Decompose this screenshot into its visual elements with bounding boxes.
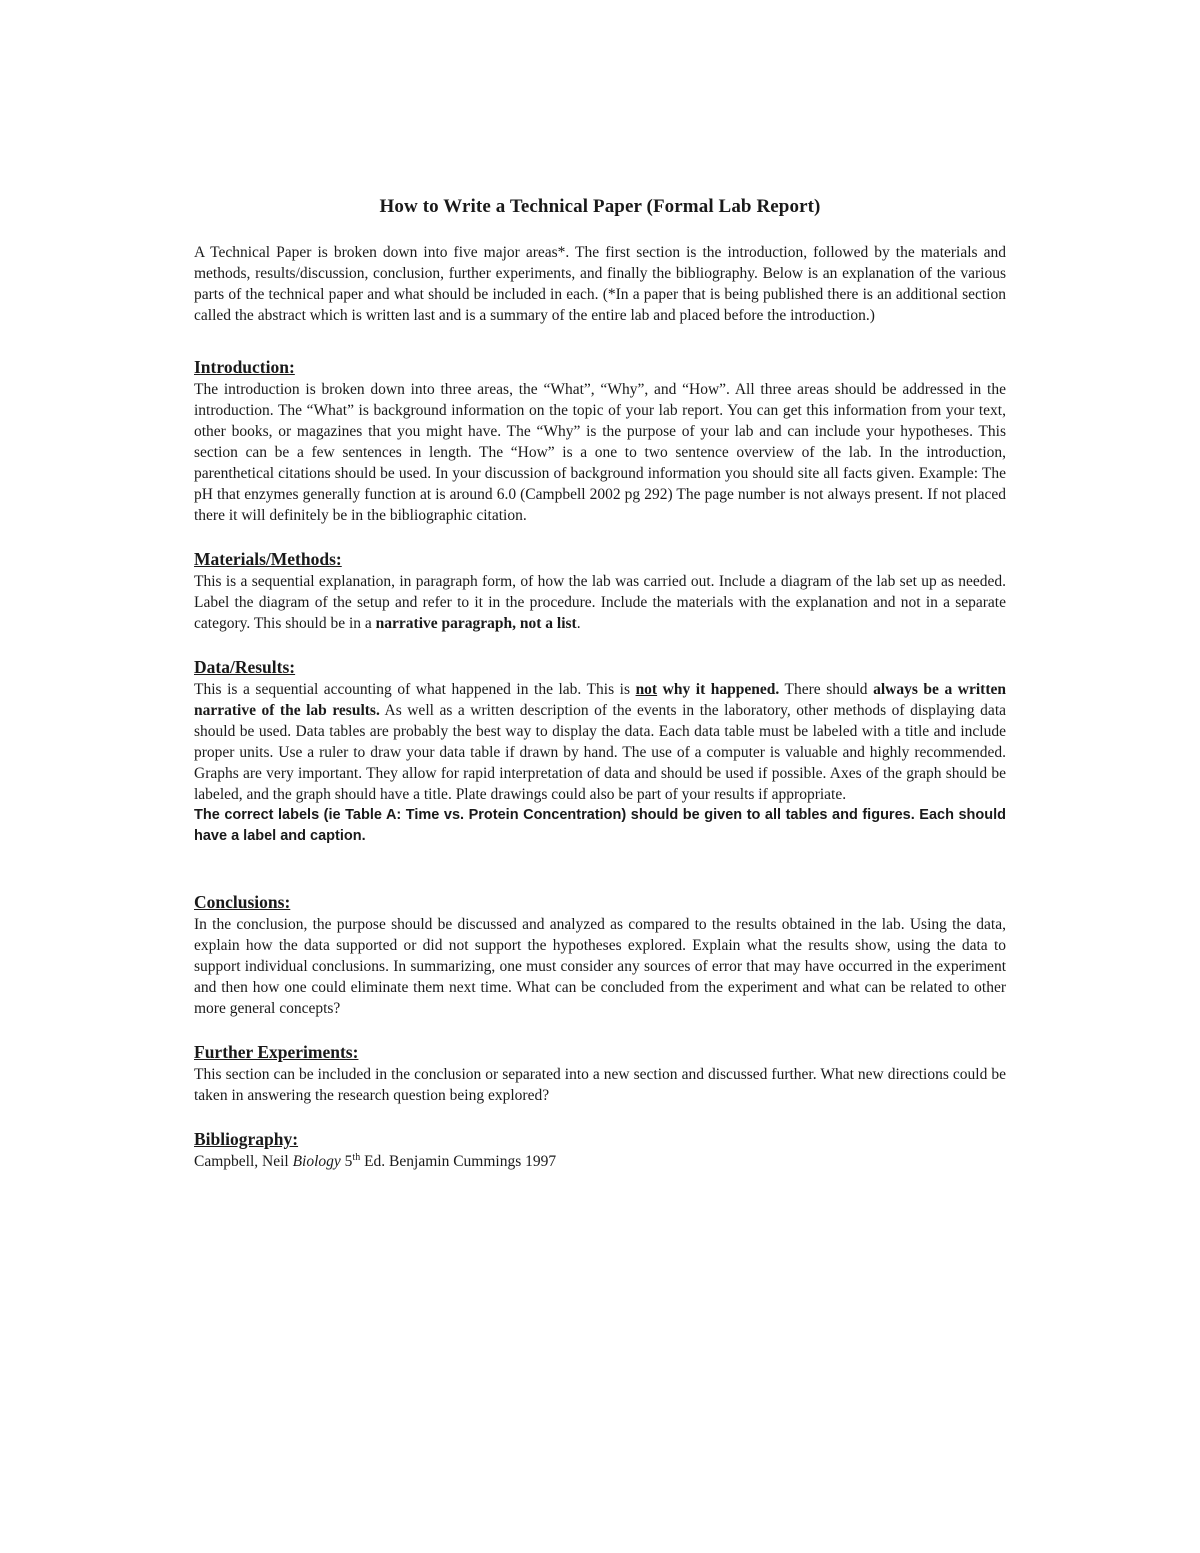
bibliography-publisher: Ed. Benjamin Cummings 1997 xyxy=(360,1153,557,1170)
intro-paragraph: A Technical Paper is broken down into five major areas*. The first section is the introduction, followed by the materials and methods, results/discussion, conclusion, further experiments, and finally the bibliography. Below is an explanation of the various parts of the technical paper and what should be included in each. (*In a paper that is being published there is an additional section called the abstract which is written last and is a summary of the entire lab and placed before the introduction.) xyxy=(194,244,1006,324)
bibliography-edition-number: 5 xyxy=(340,1153,353,1170)
document-body xyxy=(194,196,1006,1194)
results-why-bold: why it happened. xyxy=(657,681,780,698)
section-materials-methods xyxy=(194,548,1006,634)
section-further-experiments xyxy=(194,1041,1006,1106)
results-text-3: As well as a written description of the events in the laboratory, other methods of displaying data should be used. Data tables are probably the best way to display the data. Each data table must be labeled with a title and include proper units. Use a ruler to draw your data table if drawn by hand. The use of a computer is valuable and highly recommended. Graphs are very important. They allow for rapid interpretation of data and should be used if possible. Axes of the graph should be labeled, and the graph should have a title. Plate drawings could also be part of your results if appropriate. xyxy=(194,702,1007,803)
section-heading-materials-methods: Materials/Methods: xyxy=(194,549,342,569)
bibliography-author: Campbell, Neil xyxy=(194,1153,293,1170)
section-heading-introduction: Introduction: xyxy=(194,357,295,377)
materials-text-end: . xyxy=(576,615,581,632)
materials-bold-text: narrative paragraph, not a list xyxy=(375,615,577,632)
section-introduction xyxy=(194,356,1006,526)
bibliography-edition-suffix: th xyxy=(352,1151,361,1163)
section-heading-further-experiments: Further Experiments: xyxy=(194,1042,359,1062)
introduction-paragraph: The introduction is broken down into three areas, the “What”, “Why”, and “How”. All three areas should be addressed in the introduction. The “What” is background information on the topic of your lab report. You can get this information from your text, other books, or magazines that you might have. The “Why” is the purpose of your lab and can include your hypotheses. This section can be a few sentences in length. The “How” is a one to two sentence overview of the lab. In the introduction, parenthetical citations should be used. In your discussion of background information you should site all facts given. Example: The pH that enzymes generally function at is around 6.0 (Campbell 2002 pg 292) The page number is not always present. If not placed there it will definitely be in the bibliographic citation. xyxy=(194,381,1006,524)
section-bibliography xyxy=(194,1128,1006,1172)
results-text-1: This is a sequential accounting of what happened in the lab. This is xyxy=(194,681,636,698)
section-heading-conclusions: Conclusions: xyxy=(194,892,291,912)
document-title: How to Write a Technical Paper (Formal Lab Report) xyxy=(379,196,821,217)
results-not-word: not xyxy=(635,681,658,698)
bibliography-entry xyxy=(194,1151,1006,1172)
results-narrative-bold: always be a written narrative of the lab results. xyxy=(194,681,1006,719)
materials-paragraph xyxy=(194,571,1006,634)
bibliography-book-title: Biology xyxy=(292,1153,341,1170)
results-paragraph xyxy=(194,679,1006,805)
results-labels-statement: The correct labels (ie Table A: Time vs. Protein Concentration) should be given to all tables and figures. Each should have a label and caption. xyxy=(194,807,1006,844)
further-experiments-paragraph: This section can be included in the conclusion or separated into a new section and discussed further. What new directions could be taken in answering the research question being explored? xyxy=(194,1066,1006,1104)
section-heading-bibliography: Bibliography: xyxy=(194,1129,299,1149)
section-data-results xyxy=(194,656,1006,847)
results-text-2: There should xyxy=(779,681,874,698)
materials-text: This is a sequential explanation, in paragraph form, of how the lab was carried out. Include a diagram of the lab set up as needed. Label the diagram of the setup and refer to it in the procedure. Include the materials with the explanation and not in a separate category. This should be in a xyxy=(194,573,1006,632)
conclusions-paragraph: In the conclusion, the purpose should be discussed and analyzed as compared to the results obtained in the lab. Using the data, explain how the data supported or did not support the hypotheses explored. Explain what the results show, using the data to support individual conclusions. In summarizing, one must consider any sources of error that may have occurred in the experiment and then how one could eliminate them next time. What can be concluded from the experiment and what can be related to other more general concepts? xyxy=(194,916,1006,1017)
section-heading-data-results: Data/Results: xyxy=(194,657,296,677)
section-conclusions xyxy=(194,891,1006,1019)
